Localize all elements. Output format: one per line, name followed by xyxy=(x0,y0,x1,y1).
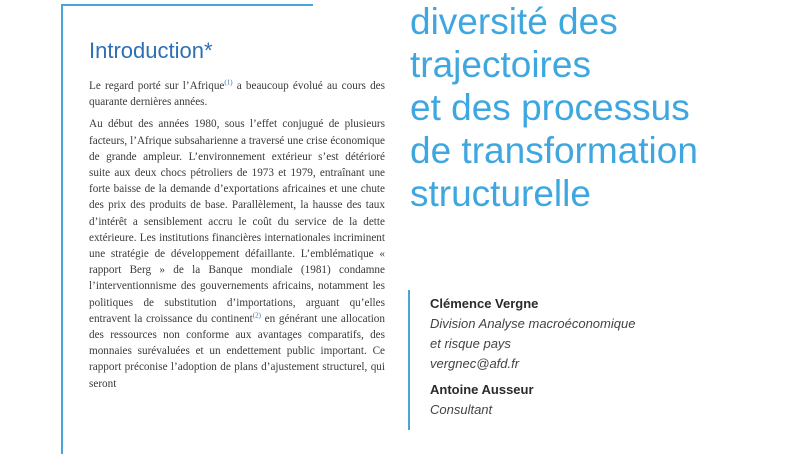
footnote-ref-2[interactable]: (2) xyxy=(252,311,261,320)
title-line-4: de transformation xyxy=(410,130,698,171)
top-border-rule xyxy=(61,4,313,6)
p2-text-a: Au début des années 1980, sous l’effet conjugué de plusieurs facteurs, l’Afrique subsaharienne a traversé une crise économique de grande ampleur. L’environnement extérieur s’est détérioré suite aux deux chocs pétroliers de 1973 et 1979, entraînant une forte baisse de la demande d’exportations africaines et une chute des prix des produits de base. Parallèlement, la hausse des taux d’intérêt a sensiblement accru le coût du service de la dette extérieure. Les institutions financières internationales incriminent une stratégie de développement défaillante. L’emblématique « rapport Berg » de la Banque mondiale (1981) condamne l’interventionnisme des gouvernements africains, notamment les politiques de substitution d’importations, arguant qu’elles entravent la croissance du continent xyxy=(89,118,385,325)
left-border-rule xyxy=(61,4,63,454)
title-line-3: et des processus xyxy=(410,87,690,128)
author-1-role-line-2: et risque pays xyxy=(430,336,511,351)
title-line-2: trajectoires xyxy=(410,44,591,85)
title-line-5: structurelle xyxy=(410,173,591,214)
author-2-name: Antoine Ausseur xyxy=(430,382,534,397)
footnote-ref-1[interactable]: (1) xyxy=(224,78,233,87)
author-1-role-line-1: Division Analyse macroéconomique xyxy=(430,316,636,331)
p1-text-b: a beaucoup évolué au cours des quarante dernières années. xyxy=(89,80,386,109)
author-1-name: Clémence Vergne xyxy=(430,296,539,311)
paragraph-2 xyxy=(89,116,385,391)
p2-text-b: en générant une allocation des ressources non conforme aux avantages comparatifs, des monnaies surévaluées et un endettement public important. Ce rapport préconise l’adoption de plans d’ajustement structurel, qui seront xyxy=(89,312,385,390)
paragraph-1 xyxy=(89,78,385,110)
author-2-role: Consultant xyxy=(430,402,493,417)
article-title xyxy=(410,0,780,215)
p1-text-a: Le regard porté sur l’Afrique xyxy=(89,80,225,92)
authors-block xyxy=(430,294,635,420)
intro-heading: Introduction* xyxy=(89,38,213,63)
author-divider xyxy=(408,290,410,430)
author-1-email-link[interactable]: vergnec@afd.fr xyxy=(430,356,520,371)
title-line-1: diversité des xyxy=(410,1,618,42)
body-text-column xyxy=(89,78,385,398)
